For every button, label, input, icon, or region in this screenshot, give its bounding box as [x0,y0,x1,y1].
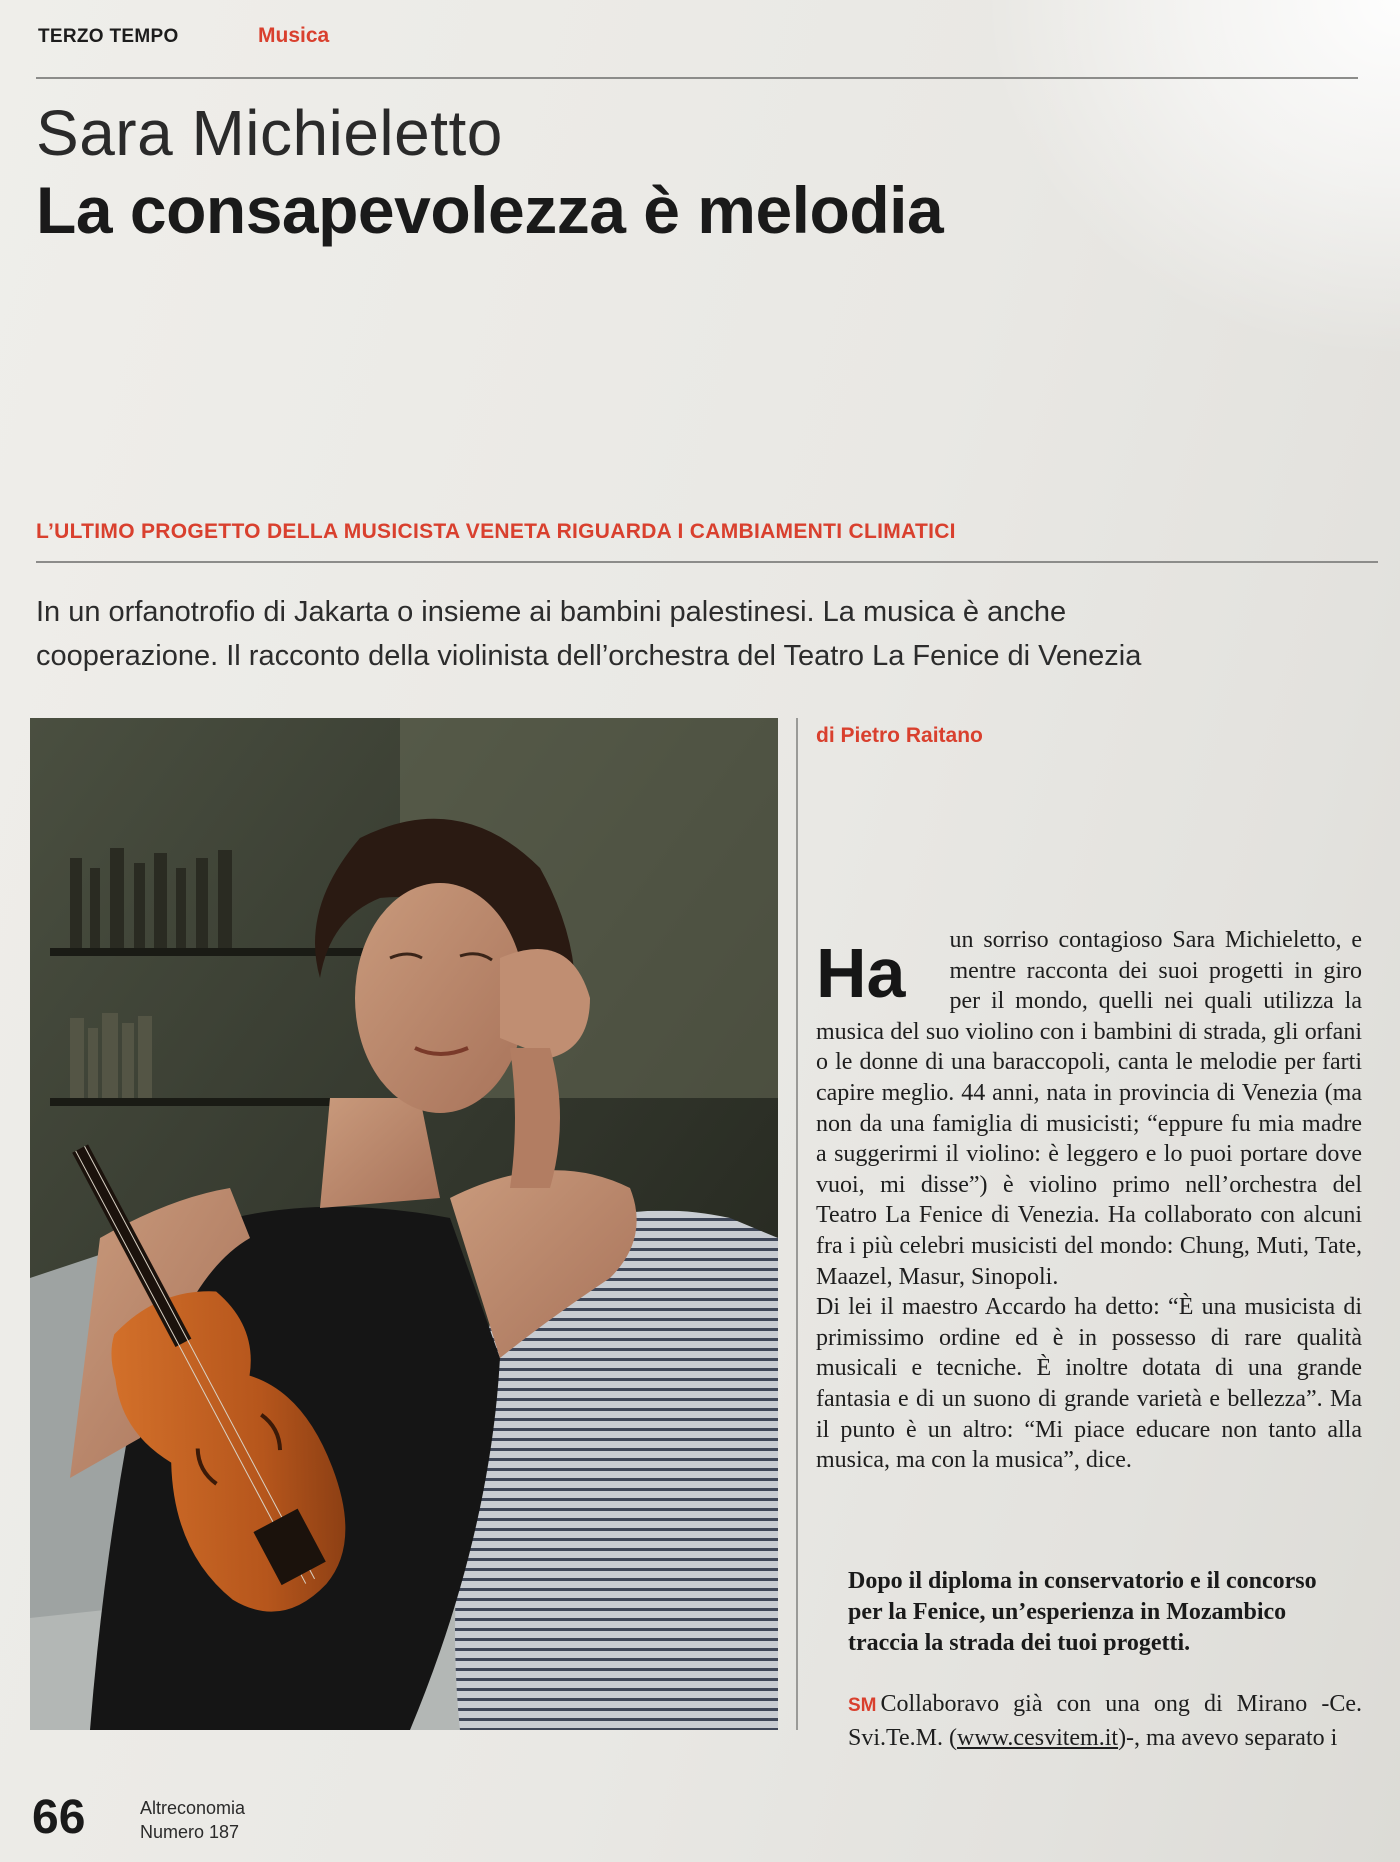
answer-text: )-, ma avevo separato i [1118,1725,1338,1751]
issue-number: Numero 187 [140,1822,240,1842]
lede-line: cooperazione. Il racconto della violinista dell’orchestra del Teatro La Fenice di Venezia [36,640,1142,672]
section-label: TERZO TEMPO [38,26,179,47]
publication-info [140,1796,245,1844]
article-body [816,925,1362,1476]
speaker-initials: SM [848,1695,877,1716]
answer-text: Collaboravo già con una ong di Mirano -Ce. Svi.Te.M. ( [848,1691,1362,1751]
article-lede [36,590,1336,678]
article-paragraph: Di lei il maestro Accardo ha detto: “È una musicista di primissimo ordine ed è in possesso di rare qualità musicali e tecniche. È inoltre dotata di una grande fantasia e di un suono di grande varietà e bellezza”. Ma il punto è un altro: “Mi piace educare non tanto alla musica, ma con la musica”, dice. [816,1294,1362,1474]
category-label: Musica [258,24,330,47]
article-byline: di Pietro Raitano [816,724,983,747]
publication-name: Altreconomia [140,1798,246,1818]
page-number: 66 [32,1791,86,1844]
drop-cap: Ha [816,934,906,1012]
column-divider [796,718,798,1730]
lede-line: In un orfanotrofio di Jakarta o insieme ai bambini palestinesi. La musica è anche [36,596,1067,628]
kicker-rule [36,561,1378,563]
article-headline: La consapevolezza è melodia [36,173,944,247]
interview-answer [848,1688,1362,1754]
article-kicker: L’ULTIMO PROGETTO DELLA MUSICISTA VENETA RIGUARDA I CAMBIAMENTI CLIMATICI [36,520,956,543]
light-glare [980,0,1400,360]
interview-question: Dopo il diploma in conservatorio e il concorso per la Fenice, un’esperienza in Mozambico traccia la strada dei tuoi progetti. [848,1568,1317,1656]
article-name-title: Sara Michieletto [36,97,503,169]
header-rule [36,77,1358,79]
photo-violinist [30,718,778,1730]
ngo-link[interactable]: www.cesvitem.it [956,1725,1119,1751]
article-paragraph: un sorriso contagioso Sara Michieletto, e mentre racconta dei suoi progetti in giro per il mondo, quelli nei quali utilizza la musica del suo violino con i bambini di strada, gli orfani o le donne di una baraccopoli, canta le melodie per farti capire meglio. 44 anni, nata in provincia di Venezia (ma non da una famiglia di musicisti; “eppure fu mia madre a suggerirmi il violino: è leggero e lo puoi portare dove vuoi, mi disse”) è violino primo nell’orchestra del Teatro La Fenice di Venezia. Ha collaborato con alcuni fra i più celebri musicisti del mondo: Chung, Muti, Tate, Maazel, Masur, Sinopoli. [816,927,1362,1290]
